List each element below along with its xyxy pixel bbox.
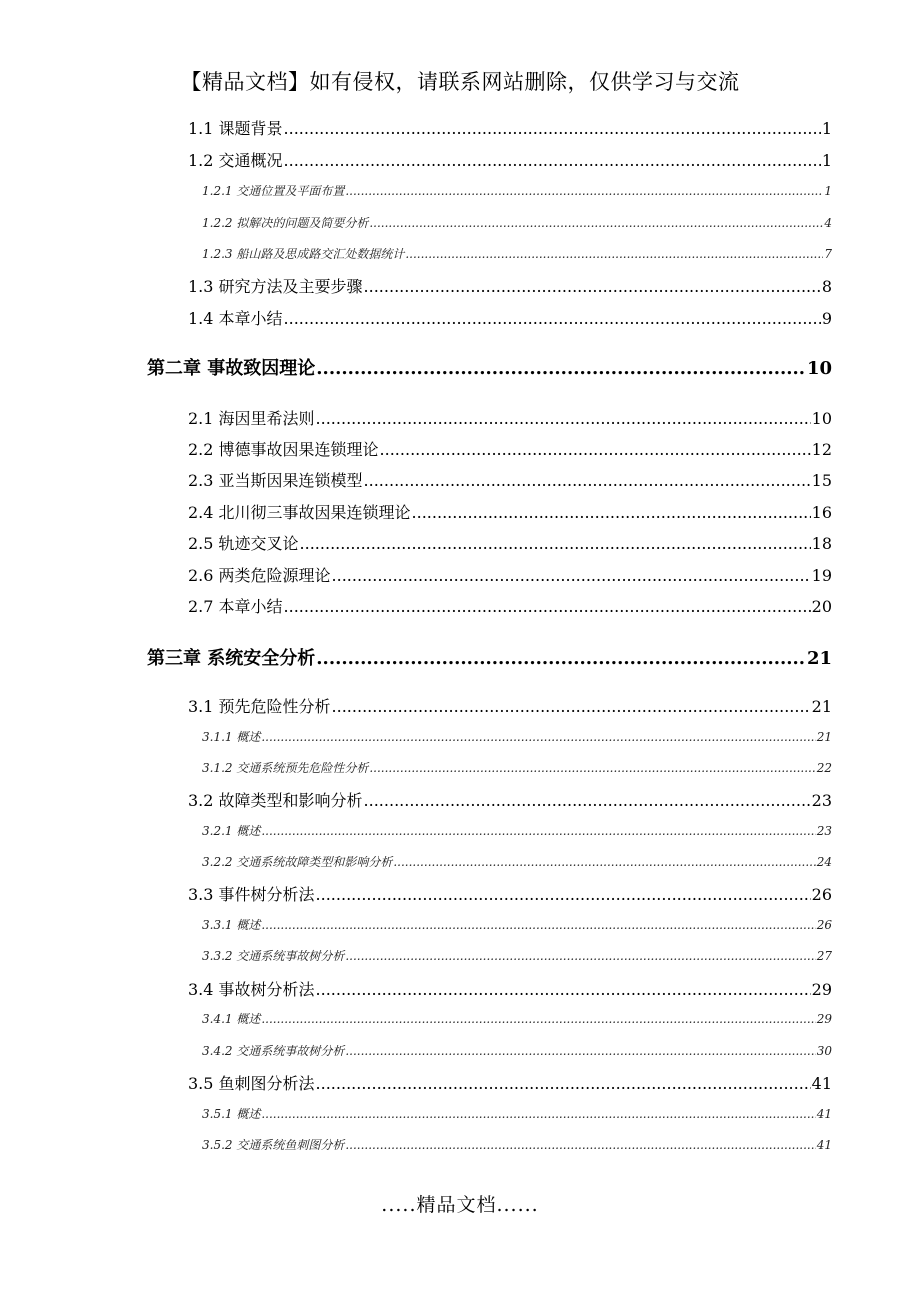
toc-entry-page: 23 [811,791,832,810]
toc-entry-page: 41 [811,1074,832,1093]
toc-entry-label: 3.1.1 概述 [202,730,261,744]
toc-entry[interactable] [202,1136,832,1153]
toc-entry-page: 4 [824,216,832,230]
toc-entry-label: 3.5.1 概述 [202,1107,261,1121]
toc-entry-page: 21 [811,697,832,716]
toc-leader [261,1012,815,1026]
toc-entry-label: 3.4.1 概述 [202,1012,261,1026]
toc-leader [284,597,811,616]
toc-entry-label: 3.3.2 交通系统事故树分析 [202,949,345,963]
toc-leader [316,980,811,999]
toc-entry-page: 7 [824,247,832,261]
toc-entry-label: 1.2.2 拟解决的问题及简要分析 [202,216,369,230]
toc-entry-page: 1 [824,184,832,198]
toc-entry-label: 3.2.1 概述 [202,824,261,838]
toc-leader [412,503,811,522]
toc-entry[interactable] [202,822,832,839]
toc-entry[interactable] [188,788,832,811]
toc-entry-page: 18 [811,534,832,553]
toc-leader [316,358,806,379]
toc-leader [369,216,823,230]
toc-entry[interactable] [202,759,832,776]
toc-entry-label: 1.3 研究方法及主要步骤 [188,277,363,296]
toc-entry[interactable] [188,437,832,460]
toc-entry[interactable] [188,882,832,905]
toc-entry-page: 24 [816,855,832,869]
toc-entry-page: 29 [811,980,832,999]
toc-entry-label: 3.2 故障类型和影响分析 [188,791,363,810]
toc-entry-label: 2.1 海因里希法则 [188,409,315,428]
toc-entry[interactable] [188,531,832,554]
toc-entry-page: 10 [811,409,832,428]
toc-entry-page: 16 [811,503,832,522]
toc-entry-page: 26 [811,885,832,904]
toc-entry-page: 1 [821,151,832,170]
toc-entry-label: 2.6 两类危险源理论 [188,566,331,585]
toc-entry-page: 27 [816,949,832,963]
toc-leader [345,1044,815,1058]
toc-leader [345,949,815,963]
toc-entry-page: 22 [816,761,832,775]
toc-entry[interactable] [202,947,832,964]
toc-entry-label: 3.5.2 交通系统鱼刺图分析 [202,1138,345,1152]
toc-leader [393,855,815,869]
toc-entry-label: 3.4.2 交通系统事故树分析 [202,1044,345,1058]
toc-leader [316,409,811,428]
toc-entry-page: 23 [816,824,832,838]
toc-leader [316,885,811,904]
toc-chapter-entry[interactable] [147,644,832,670]
toc-entry-label: 3.1 预先危险性分析 [188,697,331,716]
toc-leader [300,534,811,553]
toc-entry-label: 2.4 北川彻三事故因果连锁理论 [188,503,411,522]
toc-leader [261,730,815,744]
toc-entry[interactable] [188,563,832,586]
toc-entry-label: 3.5 鱼刺图分析法 [188,1074,315,1093]
toc-entry-page: 15 [811,471,832,490]
toc-entry[interactable] [202,853,832,870]
toc-entry-label: 3.2.2 交通系统故障类型和影响分析 [202,855,393,869]
toc-entry[interactable] [202,1042,832,1059]
page-footer: .....精品文档...... [381,1194,539,1216]
toc-entry[interactable] [188,406,832,429]
toc-leader [284,151,821,170]
toc-entry-page: 10 [806,358,832,379]
toc-entry-label: 1.4 本章小结 [188,309,283,328]
toc-entry-label: 1.2.1 交通位置及平面布置 [202,184,345,198]
toc-entry-page: 26 [816,918,832,932]
toc-leader [316,648,806,669]
toc-entry[interactable] [188,977,832,1000]
toc-entry-page: 20 [811,597,832,616]
toc-entry-label: 1.2.3 船山路及思成路交汇处数据统计 [202,247,405,261]
toc-entry-label: 3.4 事故树分析法 [188,980,315,999]
toc-entry-page: 29 [816,1012,832,1026]
toc-entry-label: 1.1 课题背景 [188,119,283,138]
toc-entry[interactable] [202,214,832,231]
toc-entry-page: 19 [811,566,832,585]
toc-entry-label: 1.2 交通概况 [188,151,283,170]
toc-entry[interactable] [188,116,832,139]
toc-leader [380,440,811,459]
toc-leader [364,471,811,490]
toc-entry[interactable] [202,1010,832,1027]
toc-leader [284,119,821,138]
toc-leader [332,566,811,585]
toc-leader [345,184,823,198]
toc-entry[interactable] [202,245,832,262]
toc-entry-page: 12 [811,440,832,459]
toc-entry-page: 21 [816,730,832,744]
toc-entry[interactable] [188,468,832,491]
toc-entry[interactable] [188,694,832,717]
toc-leader [316,1074,811,1093]
toc-entry[interactable] [188,148,832,171]
toc-leader [284,309,821,328]
toc-entry-label: 2.7 本章小结 [188,597,283,616]
toc-leader [364,277,821,296]
toc-entry[interactable] [202,728,832,745]
toc-entry-page: 1 [821,119,832,138]
toc-entry-label: 3.3 事件树分析法 [188,885,315,904]
toc-entry-page: 9 [821,309,832,328]
toc-leader [261,824,815,838]
toc-entry-label: 第二章 事故致因理论 [147,358,316,379]
toc-leader [261,1107,815,1121]
toc-entry[interactable] [202,182,832,199]
toc-entry[interactable] [188,274,832,297]
toc-leader [405,247,823,261]
toc-entry-page: 8 [821,277,832,296]
toc-entry-label: 3.3.1 概述 [202,918,261,932]
toc-leader [364,791,811,810]
toc-entry[interactable] [202,1105,832,1122]
toc-leader [369,761,815,775]
toc-entry-page: 41 [816,1138,832,1152]
toc-entry-page: 41 [816,1107,832,1121]
toc-leader [332,697,811,716]
toc-entry-label: 2.5 轨迹交叉论 [188,534,299,553]
toc-entry-page: 30 [816,1044,832,1058]
toc-entry[interactable] [188,306,832,329]
toc-entry[interactable] [188,594,832,617]
toc-entry-page: 21 [806,648,832,669]
toc-entry-label: 第三章 系统安全分析 [147,648,316,669]
toc-leader [261,918,815,932]
toc-entry-label: 2.2 博德事故因果连锁理论 [188,440,379,459]
toc-entry[interactable] [202,916,832,933]
toc-entry[interactable] [188,1071,832,1094]
toc-leader [345,1138,815,1152]
toc-chapter-entry[interactable] [147,354,832,380]
toc-entry[interactable] [188,500,832,523]
toc-entry-label: 2.3 亚当斯因果连锁模型 [188,471,363,490]
toc-entry-label: 3.1.2 交通系统预先危险性分析 [202,761,369,775]
page-header: 【精品文档】如有侵权，请联系网站删除，仅供学习与交流 [180,70,740,94]
